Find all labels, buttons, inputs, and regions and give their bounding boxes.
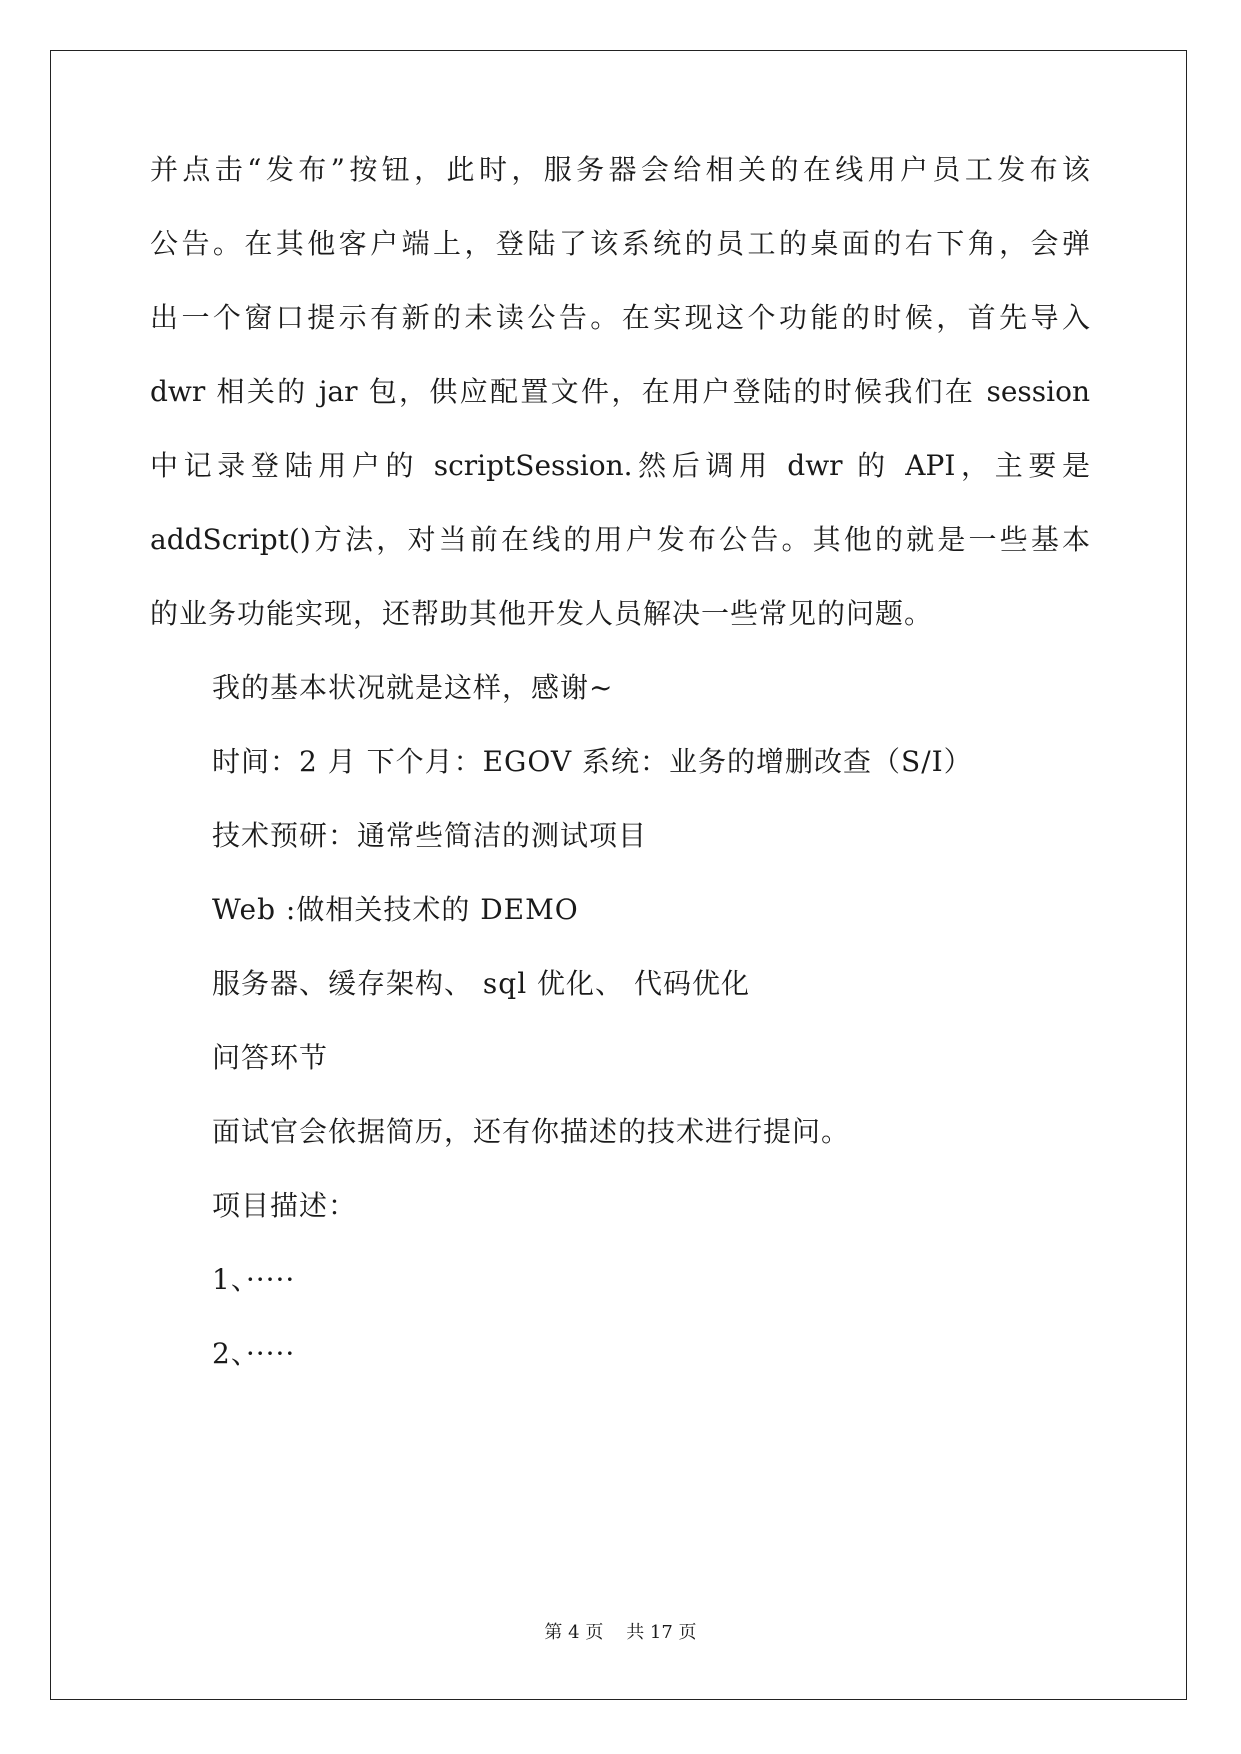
text-line: 技术预研：通常些简洁的测试项目	[212, 819, 648, 852]
text-line: 我的基本状况就是这样，感谢~	[212, 671, 614, 704]
paragraph-line: 并点击“发布”按钮，此时，服务器会给相关的在线用户员工发布该	[150, 153, 1090, 186]
list-item: 2、·····	[212, 1337, 296, 1370]
text-line: 时间：2 月 下个月：EGOV 系统：业务的增删改查（S/I）	[212, 745, 973, 778]
section-heading: 问答环节	[212, 1041, 329, 1074]
paragraph-line: 出一个窗口提示有新的未读公告。在实现这个功能的时候，首先导入	[150, 301, 1090, 334]
paragraph-line: dwr 相关的 jar 包，供应配置文件，在用户登陆的时候我们在 session	[150, 375, 1090, 408]
page-number: 第 4 页 共 17 页	[544, 1622, 697, 1643]
paragraph-line: 的业务功能实现，还帮助其他开发人员解决一些常见的问题。	[150, 597, 934, 630]
text-line: 服务器、缓存架构、 sql 优化、 代码优化	[212, 967, 750, 1000]
paragraph-line: 中记录登陆用户的 scriptSession.然后调用 dwr 的 API，主要是	[150, 449, 1090, 482]
list-item: 1、·····	[212, 1263, 296, 1296]
text-line: 项目描述：	[212, 1189, 358, 1222]
text-line: Web :做相关技术的 DEMO	[212, 893, 579, 926]
paragraph-line: 公告。在其他客户端上，登陆了该系统的员工的桌面的右下角，会弹	[150, 227, 1090, 260]
paragraph-line: addScript()方法，对当前在线的用户发布公告。其他的就是一些基本	[150, 523, 1090, 556]
text-line: 面试官会依据简历，还有你描述的技术进行提问。	[212, 1115, 851, 1148]
